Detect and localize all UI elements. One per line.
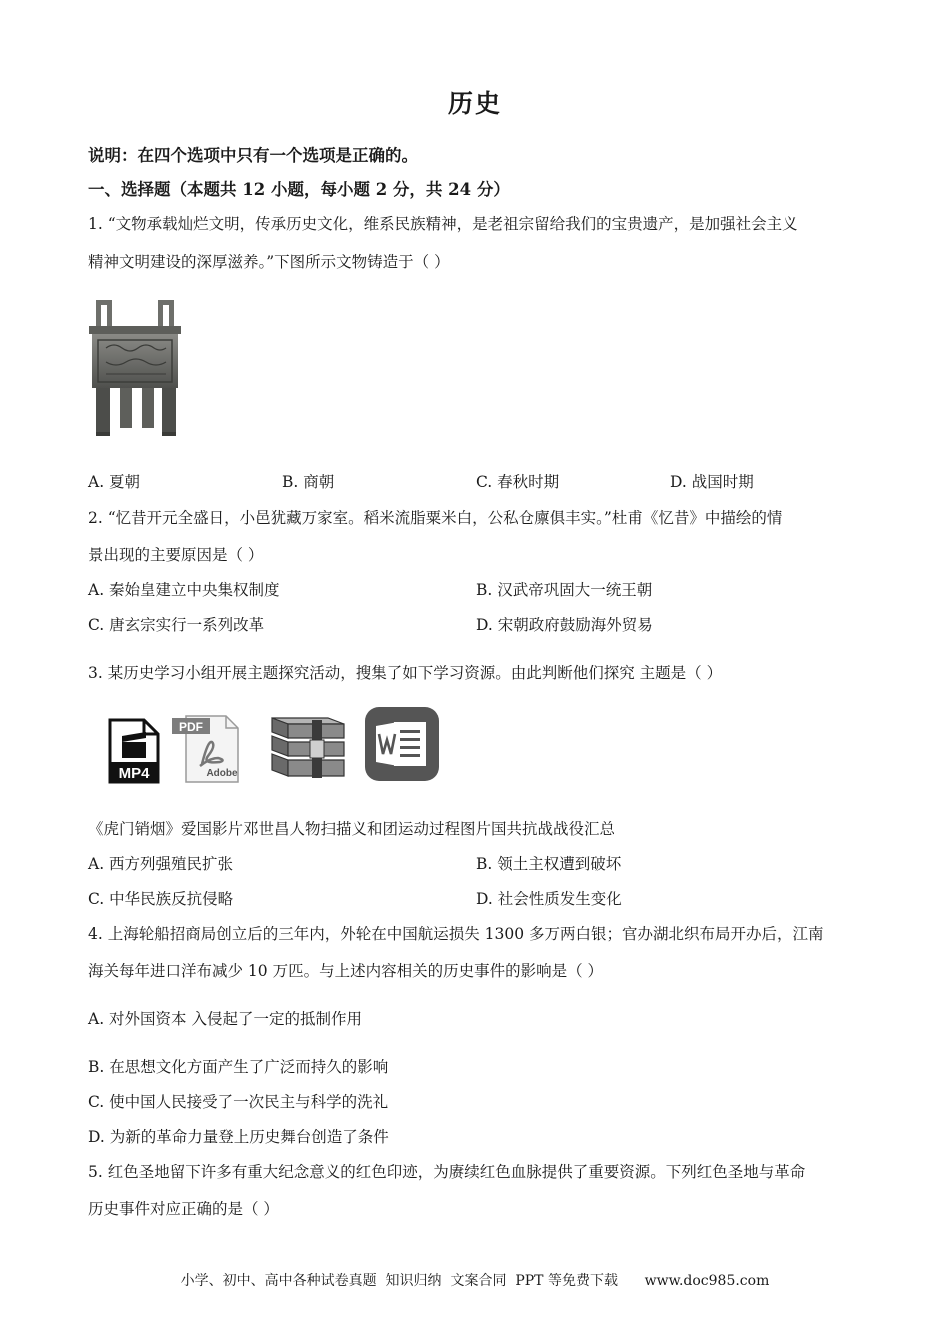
q1-option-b: B. 商朝 — [282, 473, 335, 491]
svg-text:Adobe: Adobe — [206, 768, 238, 779]
q2-stem-line1: 2. “忆昔开元全盛日，小邑犹藏万家室。稻米流脂粟米白，公私仓廪俱丰实。”杜甫《忆昔》中描绘的情 — [88, 509, 783, 527]
bronze-ding-image — [86, 296, 184, 438]
q1-stem-line2: 精神文明建设的深厚滋养。”下图所示文物铸造于（ ） — [88, 253, 450, 271]
mp4-file-icon — [108, 718, 160, 784]
page-title: 历史 — [447, 89, 502, 118]
q4-option-c: C. 使中国人民接受了一次民主与科学的洗礼 — [88, 1093, 389, 1111]
q2-option-b: B. 汉武帝巩固大一统王朝 — [476, 581, 653, 599]
q3-option-c: C. 中华民族反抗侵略 — [88, 890, 234, 908]
q2-option-d: D. 宋朝政府鼓励海外贸易 — [476, 616, 653, 634]
page-footer: 小学、初中、高中各种试卷真题 知识归纳 文案合同 PPT 等免费下载 www.doc985.com — [180, 1273, 770, 1289]
q2-option-a: A. 秦始皇建立中央集权制度 — [88, 581, 280, 599]
svg-text:PDF: PDF — [179, 720, 203, 734]
q4-option-a: A. 对外国资本 入侵起了一定的抵制作用 — [88, 1010, 362, 1028]
pdf-file-icon — [172, 712, 242, 784]
q1-option-d: D. 战国时期 — [670, 473, 754, 491]
q5-stem-line2: 历史事件对应正确的是（ ） — [88, 1200, 279, 1218]
q1-option-a: A. 夏朝 — [88, 473, 141, 491]
q1-stem-line1: 1. “文物承载灿烂文明，传承历史文化，维系民族精神，是老祖宗留给我们的宝贵遗产，是加强社会主义 — [88, 215, 798, 233]
instruction-note: 说明：在四个选项中只有一个选项是正确的。 — [88, 146, 418, 165]
archive-file-icon — [268, 714, 350, 782]
q3-option-d: D. 社会性质发生变化 — [476, 890, 622, 908]
q4-option-d: D. 为新的革命力量登上历史舞台创造了条件 — [88, 1128, 389, 1146]
q2-option-c: C. 唐玄宗实行一系列改革 — [88, 616, 265, 634]
q3-stem-line1: 3. 某历史学习小组开展主题探究活动，搜集了如下学习资源。由此判断他们探究 主题是（ ） — [88, 664, 723, 682]
svg-text:MP4: MP4 — [118, 765, 150, 782]
q4-option-b: B. 在思想文化方面产生了广泛而持久的影响 — [88, 1058, 389, 1076]
q3-option-a: A. 西方列强殖民扩张 — [88, 855, 234, 873]
q4-stem-line2: 海关每年进口洋布减少 10 万匹。与上述内容相关的历史事件的影响是（ ） — [88, 962, 604, 980]
q4-stem-line1: 4. 上海轮船招商局创立后的三年内，外轮在中国航运损失 1300 多万两白银；官办湖北织布局开办后，江南 — [88, 925, 824, 943]
q3-resource-captions: 《虎门销烟》爱国影片邓世昌人物扫描义和团运动过程图片国共抗战战役汇总 — [88, 820, 616, 838]
q5-stem-line1: 5. 红色圣地留下许多有重大纪念意义的红色印迹，为赓续红色血脉提供了重要资源。下列红色圣地与革命 — [88, 1163, 806, 1181]
q2-stem-line2: 景出现的主要原因是（ ） — [88, 546, 264, 564]
section-heading: 一、选择题（本题共 12 小题，每小题 2 分，共 24 分） — [88, 180, 510, 199]
q1-option-c: C. 春秋时期 — [476, 473, 560, 491]
q3-option-b: B. 领土主权遭到破坏 — [476, 855, 622, 873]
word-document-icon — [364, 706, 440, 782]
